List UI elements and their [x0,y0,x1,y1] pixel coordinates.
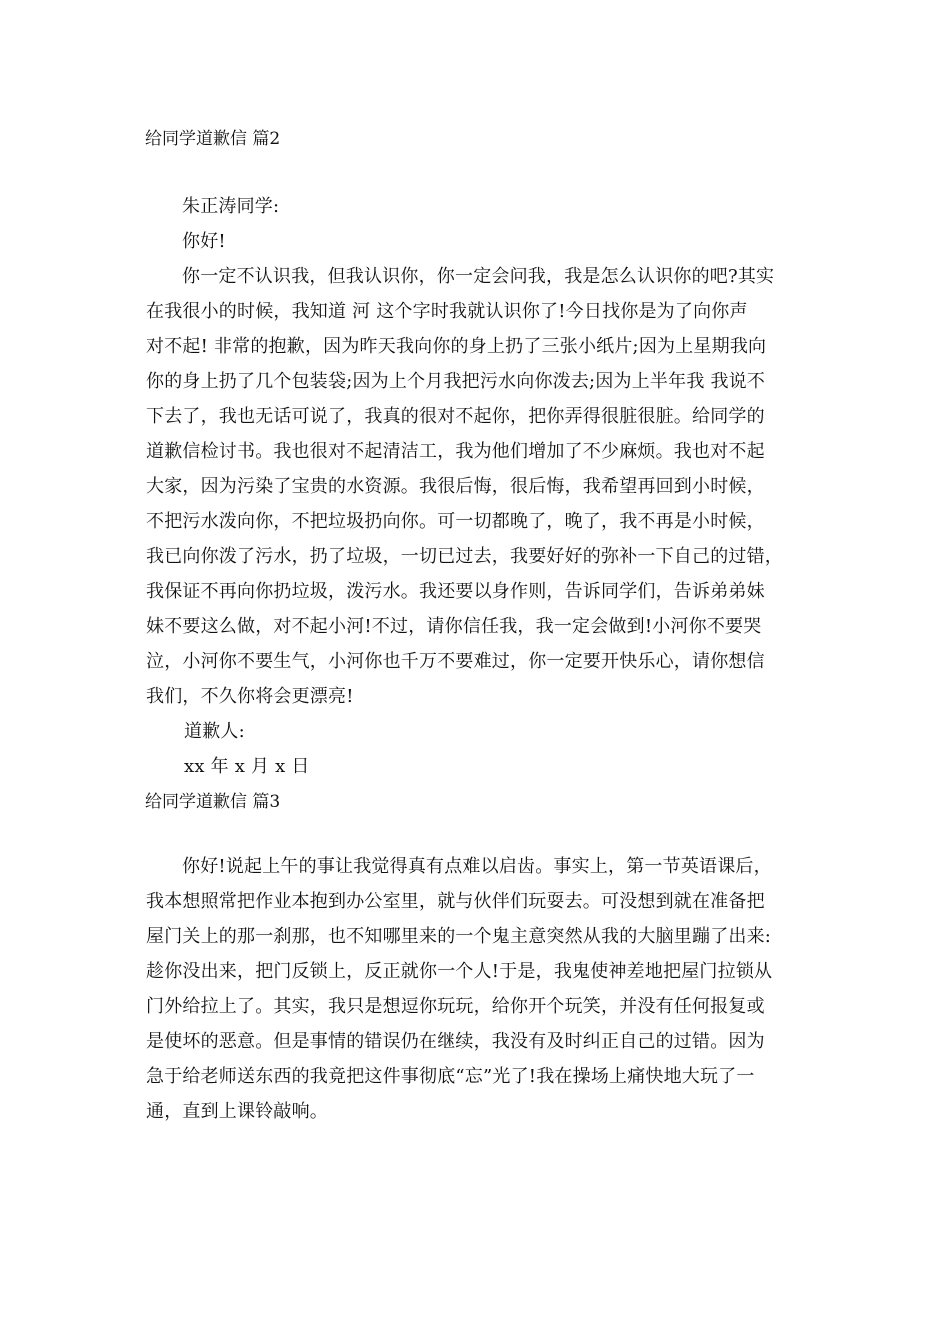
body-line: 泣，小河你不要生气，小河你也千万不要难过，你一定要开快乐心，请你想信 [146,651,765,672]
body-line: 我本想照常把作业本抱到办公室里，就与伙伴们玩耍去。可没想到就在准备把 [146,891,765,912]
section-heading-3: 给同学道歉信 篇3 [145,792,281,812]
body-line: 大家，因为污染了宝贵的水资源。我很后悔，很后悔，我希望再回到小时候， [146,476,765,497]
letter-greeting: 你好! [182,231,226,252]
body-line: 下去了，我也无话可说了，我真的很对不起你，把你弄得很脏很脏。给同学的 [146,406,765,427]
letter-signer: 道歉人: [184,721,245,742]
letter-salutation: 朱正涛同学: [182,196,280,217]
body-line: 你一定不认识我，但我认识你，你一定会问我，我是怎么认识你的吧?其实 [182,266,775,287]
body-line: 急于给老师送东西的我竟把这件事彻底“忘”光了!我在操场上痛快地大玩了一 [146,1066,755,1087]
body-line: 趁你没出来，把门反锁上，反正就你一个人!于是，我鬼使神差地把屋门拉锁从 [146,961,773,982]
body-line: 妹不要这么做，对不起小河!不过，请你信任我，我一定会做到!小河你不要哭 [146,616,762,637]
body-line: 对不起! 非常的抱歉，因为昨天我向你的身上扔了三张小纸片;因为上星期我向 [146,336,767,357]
body-line: 屋门关上的那一刹那，也不知哪里来的一个鬼主意突然从我的大脑里蹦了出来: [146,926,772,947]
body-line: 是使坏的恶意。但是事情的错误仍在继续，我没有及时纠正自己的过错。因为 [146,1031,765,1052]
body-line: 不把污水泼向你，不把垃圾扔向你。可一切都晚了，晚了，我不再是小时候， [146,511,765,532]
body-line: 通，直到上课铃敲响。 [146,1101,328,1122]
body-line: 我保证不再向你扔垃圾，泼污水。我还要以身作则，告诉同学们，告诉弟弟妹 [146,581,765,602]
section-heading-2: 给同学道歉信 篇2 [145,129,281,149]
body-line: 门外给拉上了。其实，我只是想逗你玩玩，给你开个玩笑，并没有任何报复或 [146,996,765,1017]
body-line: 我已向你泼了污水，扔了垃圾，一切已过去，我要好好的弥补一下自己的过错， [146,546,783,567]
body-line: 在我很小的时候，我知道 河 这个字时我就认识你了!今日找你是为了向你声 [146,301,748,322]
body-line: 你好!说起上午的事让我觉得真有点难以启齿。事实上，第一节英语课后， [182,856,772,877]
body-line: 我们，不久你将会更漂亮! [146,686,354,707]
body-line: 道歉信检讨书。我也很对不起清洁工，我为他们增加了不少麻烦。我也对不起 [146,441,765,462]
body-line: 你的身上扔了几个包装袋;因为上个月我把污水向你泼去;因为上半年我 我说不 [146,371,766,392]
letter-date: xx 年 x 月 x 日 [184,756,310,777]
